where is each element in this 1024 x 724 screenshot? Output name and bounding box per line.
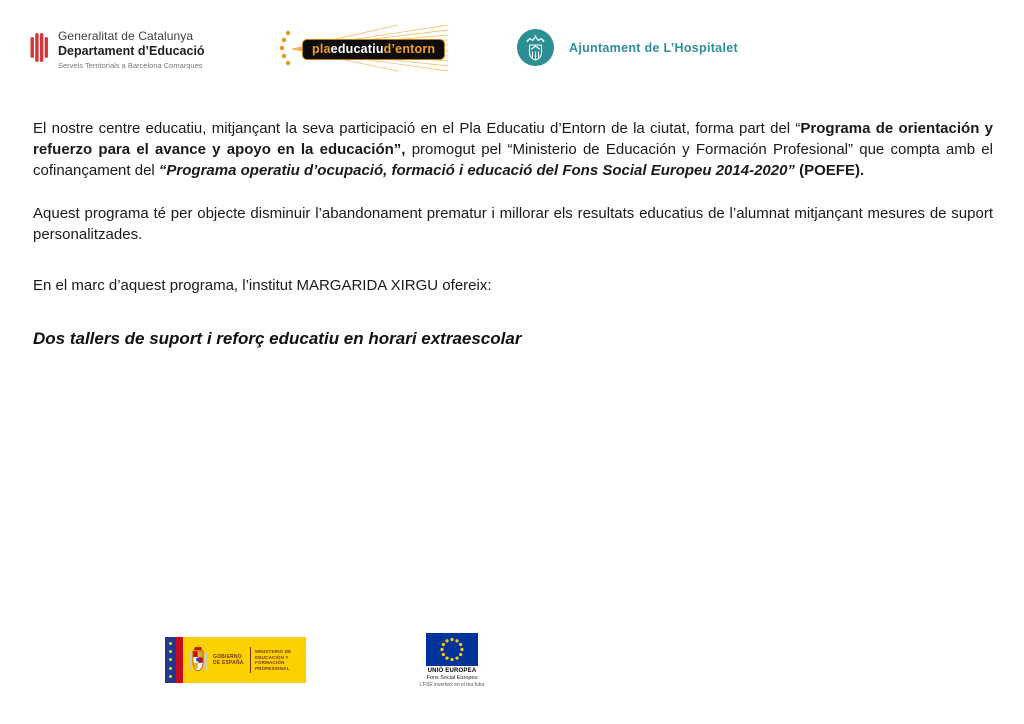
pla-badge-part1: pla [312,42,331,56]
star-icon [169,642,172,645]
star-icon [169,667,172,670]
gencat-line2: Departament d’Educació [58,44,205,58]
spain-coat-of-arms-icon [188,644,208,676]
spain-red-strip [176,637,183,683]
eu-flag-icon [426,633,478,666]
spain-blue-strip [165,637,176,683]
pla-badge-part3: d’entorn [383,42,436,56]
paragraph-objective: Aquest programa té per objecte disminuir l’abandonament prematur i millorar els resultats educatius de l’alumnat mitjançant mesures de suport personalitzades. [33,205,993,243]
pla-badge-part2: educatiu [330,42,384,56]
gencat-logo [30,29,205,70]
eu-tagline: L’FSE inverteix en el teu futur [419,682,485,688]
spain-government-logo [165,637,306,683]
paragraph-institut: En el marc d’aquest programa, l’institut MARGARIDA XIRGU ofereix: [33,277,492,294]
eu-title: UNIÓ EUROPEA [427,668,477,674]
spain-ministerio-label: MINISTERIO DE EDUCACIÓN Y FORMACIÓN PROFESIONAL [255,649,292,671]
p1-seg4-bold-italic: “Programa operatiu d’ocupació, formació i educació del Fons Social Europeu 2014-2020” [158,162,795,179]
p1-seg1: El nostre centre educatiu, mitjançant la seva participació en el Pla Educatiu d’Entorn de la ciutat, forma part del “ [33,120,801,137]
spain-yellow-field [183,637,306,683]
star-icon [169,658,172,661]
spain-divider [250,647,251,673]
p1-seg5-bold: (POEFE). [794,162,865,179]
pla-educatiu-entorn-logo [278,25,450,72]
star-icon [169,675,172,678]
gencat-text [58,29,205,70]
gencat-line1: Generalitat de Catalunya [58,29,194,43]
eu-subtitle: Fons Social Europeu [426,675,478,681]
star-icon [169,650,172,653]
hospitalet-logo [517,29,738,66]
pla-badge [302,39,445,60]
p1-seg2-bold: Programa de orientación y refuerzo para el avance y apoyo en la educación”, [33,120,993,158]
eu-logo [406,633,498,688]
p1-seg3: promogut pel “Ministerio de Educación y Formación Profesional” que compta amb el cofinançament del [33,141,993,179]
hospitalet-label: Ajuntament de L’Hospitalet [569,40,738,55]
senyera-icon [30,31,51,64]
hospitalet-crest-icon [517,29,554,66]
gencat-line3: Serveis Territorials a Barcelona Comarques [58,61,203,70]
document-heading: Dos tallers de suport i reforç educatiu en horari extraescolar [33,329,522,348]
paragraph-program [33,118,993,181]
spain-gobierno-label: GOBIERNO DE ESPAÑA [213,654,244,666]
